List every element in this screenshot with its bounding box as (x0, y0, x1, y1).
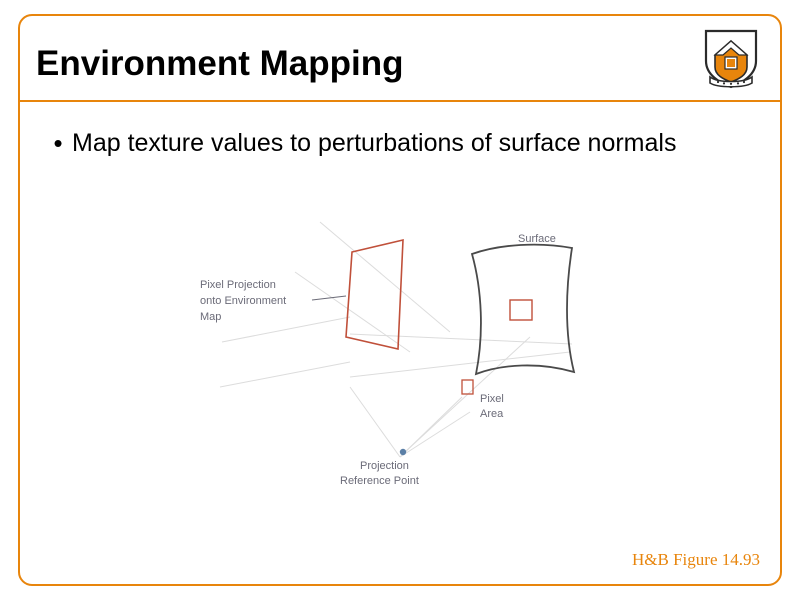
princeton-shield-logo (698, 25, 764, 91)
environment-mapping-diagram (200, 212, 630, 542)
pixel-area-square (462, 380, 473, 394)
bullet-text: Map texture values to perturbations of surface normals (72, 129, 677, 157)
projection-reference-point (400, 449, 406, 455)
label-surface: Surface (518, 233, 556, 245)
slide (18, 14, 782, 586)
ray-lines (220, 222, 572, 457)
slide-header (20, 16, 780, 102)
figure-credit: H&B Figure 14.93 (632, 550, 760, 569)
label-pixel-projection-line2: onto Environment (200, 295, 287, 307)
label-pixel-projection-line1: Pixel Projection (200, 279, 276, 291)
bullet-marker: • (53, 128, 63, 158)
label-pixel-projection-line3: Map (200, 311, 222, 323)
label-pixel-area-line1: Pixel (480, 393, 504, 405)
label-pixel-area-line2: Area (480, 408, 504, 420)
label-projection-reference-line1: Projection (360, 460, 409, 472)
label-projection-reference-line2: Reference Point (340, 475, 419, 487)
bullet-item (44, 126, 744, 160)
label-leader-line (312, 296, 346, 300)
surface-pixel-square (510, 300, 532, 320)
surface-patch (472, 245, 574, 374)
page-title: Environment Mapping (36, 44, 404, 83)
environment-map-quad (346, 240, 403, 349)
slide-body (20, 104, 780, 584)
